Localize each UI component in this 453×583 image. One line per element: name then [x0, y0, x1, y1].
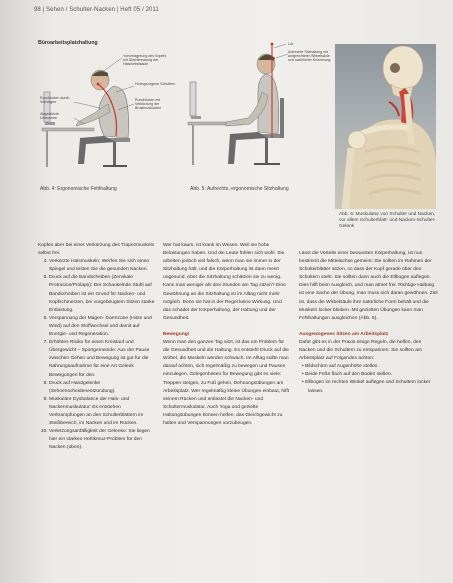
figure-caption-4: Abb. 4: Ergonomische Fehlhaltung: [40, 186, 117, 192]
col3-paragraph-2: Dafür gibt es in der Praxis einige Regeln, die helfen, den Nacken und die Schultern zu entspannen. Sie sollten am Arbeitsplatz auf Folgendes achten:: [299, 339, 422, 362]
annotation-forearms: Abgestützte Unterarme: [40, 112, 59, 121]
col3-heading: Ausgewogenes Sitzen am Arbeitsplatz: [299, 331, 389, 337]
list-item: • Beide Füße flach auf den Boden stellen.: [308, 371, 439, 379]
figure-title: Büroarbeitsplatzhaltung: [38, 40, 98, 46]
col2-paragraph-2: Wenn man den ganzen Tag sitzt, ist das ein Problem für die Gesundheit und die Haltung. Es entsteht Druck auf die Wirbel, die Muskeln werden schwach. Im Alltag sollte man darauf achten, sich regelmäßig zu bewegen und Pausen einzulegen. Gelegenheiten für Bewegung gibt es viele: Treppen steigen, zu Fuß gehen, Dehnungsübungen am Arbeitsplatz. Wer regelmäßig kleine Übungen einbaut, hilft seinem Rücken und entlastet die Nacken- und Schultermuskulatur. Auch Yoga und gezielte Haltungsübungen können helfen, das Gleichgewicht zu halten und Verspannungen vorzubeugen.: [163, 340, 290, 426]
annotation-back: Rundrücken durch Vorneigen: [40, 96, 70, 105]
col1-intro: Kopfes aber bei einer Verkürzung des Trapezmuskels selbst frei.: [38, 243, 155, 257]
running-head: 98 | Sehen / Schulter-Nacken | Heft 05 / 2011: [34, 7, 159, 13]
annotation-shoulders: Hochgezogene Schultern: [135, 82, 176, 86]
skeleton-photo: [335, 44, 436, 209]
list-item: 7. Erhöhtes Risiko für einen Kreislauf und Übergewicht – Sportgemeinde: Aus der Pause zwischen Gehen und Bewegung ist gut für die Nahrungsaufnahme für eine Art Gelenk Bewegungen für den.: [49, 339, 156, 379]
list-item: • Bildschirm auf Augenhöhe stellen.: [308, 363, 439, 371]
col3-paragraph-1: Lässt die Vorteile einer bewussten Körperhaltung, ist nun bestimmt die Mittelachse gemeint: Sie sollten im Rahmen der Schulterblätter sitzen, so dass der Kopf gerade über den Schultern steht. Sie sollten dann auch die Ellbogen auflegen. Dies hilft beim Ausgleich, und man atmet frei. Richtige Haltung ist eine Sache der Übung, man muss sich daran gewöhnen. Ziel ist, dass die Wirbelsäule ihre natürliche Form behält und die Muskeln locker bleiben. Mit gezielten Übungen kann man Fehlhaltungen ausgleichen (Abb. 6).: [299, 251, 438, 321]
list-item: 4. Verkürzte Halsmuskeln: Werfen Sie sich einen Spiegel und testen Sie die gesunden Nacken.: [49, 258, 156, 274]
list-item: 10. Verletzungsanfälligkeit der Gelenke: Sie liegen hier ein starkes Hohlkreuz-Problem für den Nacken (oben).: [49, 428, 156, 452]
photo-caption: Abb. 6: Muskulatur von Schulter und Nacken, vor allem Schulterblatt- und Nacken-Schulter-Gelenk: [339, 212, 436, 230]
list-item: • Ellbogen im rechten Winkel auflegen und Schultern locker lassen.: [308, 379, 439, 395]
text-column-2: [163, 242, 290, 428]
list-item: 9. Muskuläre Dysbalance der Hals- und Nackenmuskulatur: Es entstehen Verkrampfungen an den Schulterblättern im Steißbereich, im Nacken und im Rücken.: [49, 396, 156, 428]
list-item: 5. Druck auf die Bandscheiben (Zervikale Protrusion/Prolaps): Der Schaukelnde Stuhl auf Bandscheiben ist ein Grund für Nacken- und Kopfschmerzen, bei vorgebeugtem Sitzen starke Entlastung.: [49, 274, 156, 314]
annotation-plumb-line: Lot: [288, 42, 293, 46]
col2-paragraph-1: Wer hat kaum, ist krank im Wesen. Weil sie hohe Belastungen haben. Und die Leute fühlen sich wohl. Sie arbeiten jedoch viel falsch, wenn man sie immer in der Sitzhaltung hält, und die Körperhaltung ist dann meist ungesund. Aber die Sitzhaltung schätzen sie zu wenig. Kann man weniger als drei Stunden am Tag sitzen? Eine Gewöhnung an die Sitzhaltung ist im Alltag nicht mehr möglich. Denn sie hat in der Regel keine Wirkung. Und das schadet der Körperhaltung, der Haltung und der Gesundheit.: [163, 243, 286, 321]
list-item: 8. Druck auf Handgelenke (Sehnenscheidenentzündung).: [49, 380, 156, 396]
text-column-1: [38, 242, 156, 452]
skeleton-model-image: [335, 44, 436, 209]
list-item: 6. Verspannung der Magen- Darmzone (Hitze und Wind) auf den Stoffwechsel und damit auf Energie- und Regeneration.: [49, 315, 156, 339]
col1-list: [38, 258, 156, 452]
annotation-head: Vorverlagerung des Kopfes mit Überstreckung der Halswirbelsäule: [123, 54, 167, 67]
col3-bullet-list: [299, 363, 439, 395]
col2-heading: Bewegung!: [163, 331, 190, 337]
text-column-3: [299, 250, 439, 396]
annotation-upright: Aufrechte Sitzhaltung mit aufgerichteter Wirbelsäule und natürlicher Krümmung: [288, 50, 331, 63]
figure-caption-5: Abb. 5: Aufrechte, ergonomische Sitzhaltung: [190, 186, 289, 192]
annotation-chest: Rundrücken mit Verkürzung der Brustmuskulatur: [135, 98, 161, 111]
